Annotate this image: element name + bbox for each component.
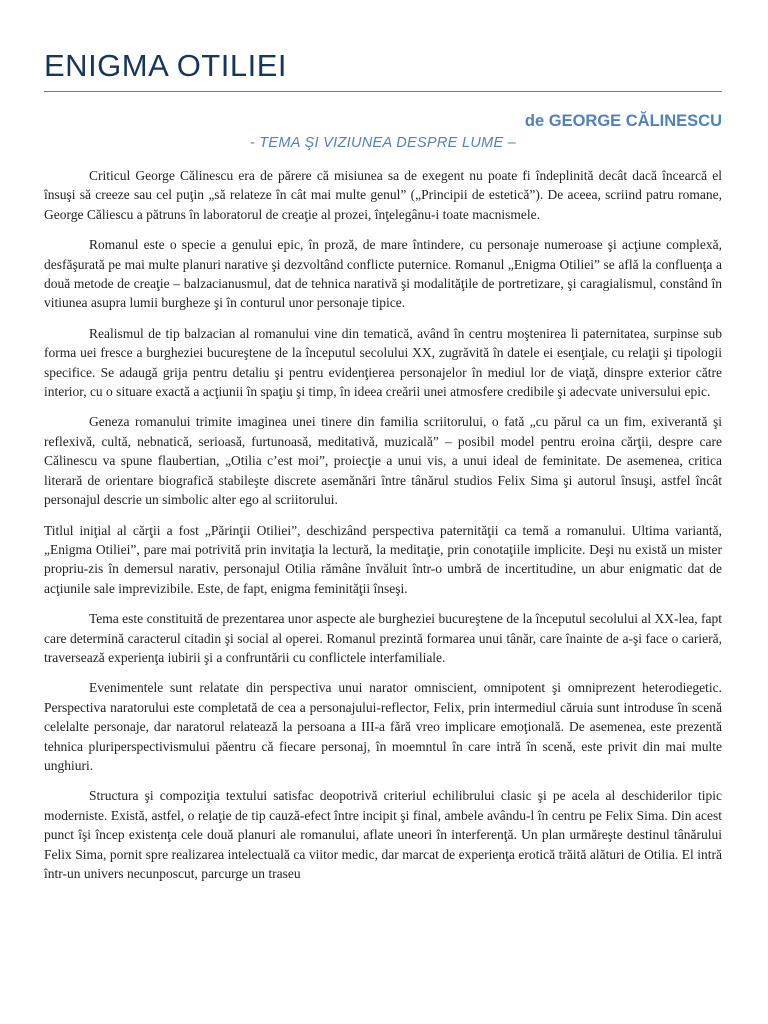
paragraph: Criticul George Călinescu era de părere că misiunea sa de exegent nu poate fi îndeplinită decât dacă încearcă el însuşi să creeze sau cel puţin „să relateze în cât mai multe genul” („Principii de estetică”). De aceea, scriind patru romane, George Căliescu a pătruns în laboratorul de creaţie al prozei, înţelegânu-i toate macnismele. [44,168,722,222]
document-body [44,166,722,883]
author-line: de GEORGE CĂLINESCU [524,112,722,130]
paragraph: Titlul iniţial al cărţii a fost „Părinţii Otiliei”, deschizând perspectiva paternităţii ca temă a romanului. Ultima variantă, „Enigma Otiliei”, pare mai potrivită prin invitaţia la lectură, la meditaţie, prin conotaţiile implicite. Deşi nu există un mister propriu-zis în demersul narativ, personajul Otilia rămâne învăluit într-o umbră de incertitudine, un abur enigmatic dat de acţiunile sale imprevizibile. Este, de fapt, enigma feminităţii înseşi. [44,522,722,596]
paragraph: Evenimentele sunt relatate din perspectiva unui narator omniscient, omnipotent şi omniprezent heterodiegetic. Perspectiva naratorului este completată de cea a personajului-reflector, Felix, prin intermediul căruia sunt introduse în scenă celelalte personaje, dar naratorul relatează la persoana a III-a fără vreo implicare emoţională. De asemenea, este prezentă tehnica pluriperspectivismului păentru că fiecare personaj, în moemntul în care intră în scenă, este privit din mai multe unghiuri. [44,680,722,773]
title-divider [44,91,722,92]
paragraph: Tema este constituită de prezentarea unor aspecte ale burgheziei bucureştene de la începutul secolului al XX-lea, fapt care determină caracterul citadin şi social al operei. Romanul prezintă formarea unui tânăr, care înainte de a-şi face o carieră, traversează experienţa iubirii şi a confruntării cu conflictele interfamiliale. [44,611,722,665]
paragraph: Romanul este o specie a genului epic, în proză, de mare întindere, cu personaje numeroase şi acţiune complexă, desfăşurată pe mai multe planuri narative şi dezvoltând conflicte puternice. Romanul „Enigma Otiliei” se află la confluenţa a două metode de creaţie – balzacianusmul, dat de tehnica narativă şi modalităţile de portretizare, şi caragialismul, constând în vitiunea asupra lumii burgheze şi în conturul unor personaje tipice. [44,237,722,311]
document-page [44,0,722,894]
document-title: ENIGMA OTILIEI [44,48,287,83]
subtitle-line: - TEMA ŞI VIZIUNEA DESPRE LUME – [249,135,517,151]
paragraph: Realismul de tip balzacian al romanului vine din tematică, având în centru moştenirea li paternitatea, surpinse sub forma uei fresce a burgheziei bucureştene de la începutul secolului XX, zugrăvită în datele ei esenţiale, cu relaţii şi tipologii specifice. Se adaugă grija pentru detaliu şi pentru evidenţierea personajelor în mediul lor de viaţă, dinspre exterior către interior, cu o situare exactă a acţiunii în spaţiu şi timp, în ideea creării unei atmosfere credibile şi adecvate universului epic. [44,325,722,400]
paragraph: Geneza romanului trimite imaginea unei tinere din familia scriitorului, o fată „cu părul ca un fim, exiverantă şi reflexivă, cultă, nebnatică, serioasă, furtunoasă, meditativă, muzicală” – posibil model pentru eroina cărţii, despre care Călinescu va spune flaubertian, „Otilia c’est moi”, proiecţie a unui vis, a unui ideal de feminitate. De asemenea, critica literară de orientare biografică stabileşte discrete asemănări între tânărul studios Felix Sima şi autorul însuşi, astfel încât personajul descrie un simbolic alter ego al scriitorului. [44,414,722,508]
paragraph: Structura şi compoziţia textului satisfac deopotrivă criteriul echilibrului clasic şi pe acela al deschiderilor tipic moderniste. Există, astfel, o relaţie de tip cauză-efect între incipit şi final, ambele avându-l în centru pe Felix Sima. Din acest punct îşi încep existenţa cele două planuri ale romanului, aflate uneori în interferenţă. Un plan urmăreşte destinul tânărului Felix Sima, pornit spre realizarea intelectuală ca viitor medic, dar marcat de experienţa erotică trăită alături de Otilia. El intră într-un univers necunposcut, parcurge un traseu [44,788,722,881]
